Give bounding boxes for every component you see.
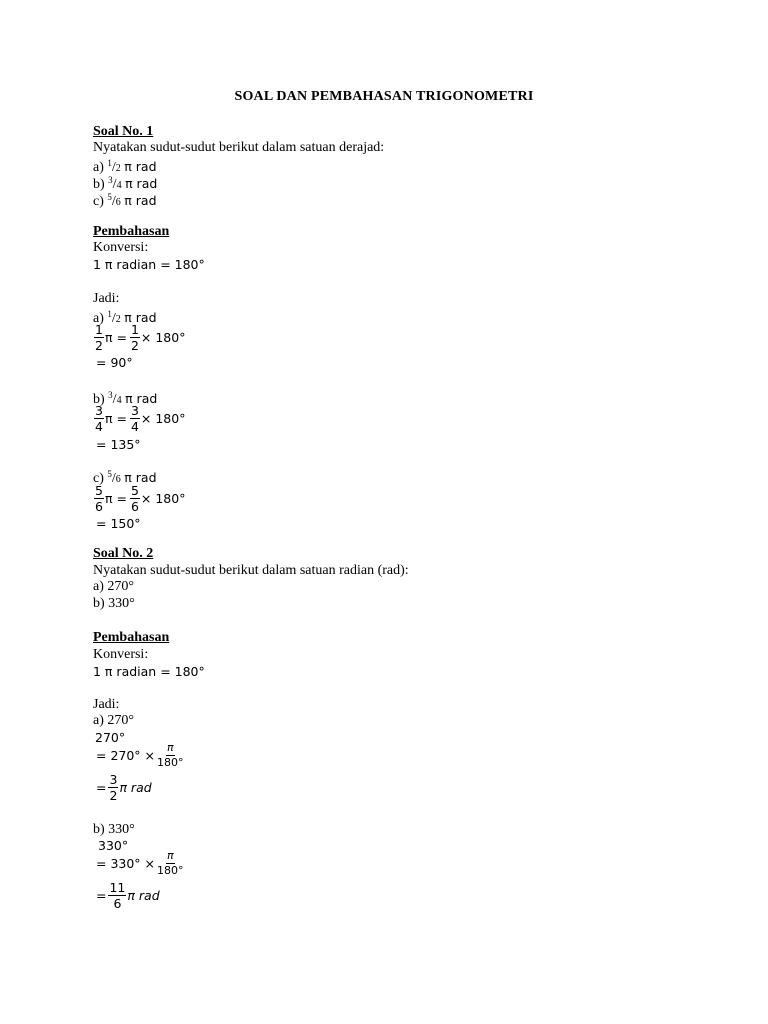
soal2-konversi-formula: 1 π radian = 180° [93,664,205,679]
soal1-item-c: c) $^5$/6 π rad [93,192,157,209]
soal2-solution-b-label: b) 330° [93,822,135,837]
soal1-solution-b-equation: $\frac{3}{4}$ π = $\frac{3}{4}$ × 180° [95,403,186,434]
soal2-jadi-label: Jadi: [93,697,120,712]
soal1-solution-c-result: = 150° [96,516,141,531]
soal1-item-b: b) $^3$/4 π rad [93,175,158,192]
soal1-solution-b-label: b) $^3$/4 π rad [93,390,158,407]
soal2-question: Nyatakan sudut-sudut berikut dalam satuan radian (rad): [93,563,409,578]
soal1-pembahasan-heading: Pembahasan [93,224,170,239]
soal1-item-a: a) $^1$/2 π rad [93,158,157,175]
soal1-solution-a-result: = 90° [96,355,133,370]
soal2-item-b: b) 330° [93,596,135,611]
soal2-solution-a-result: = $\frac{3}{2}$ π rad [96,772,152,803]
soal1-solution-b-result: = 135° [96,437,141,452]
soal1-jadi-label: Jadi: [93,291,120,306]
soal1-solution-c-label: c) $^5$/6 π rad [93,469,157,486]
soal2-konversi-label: Konversi: [93,647,149,662]
soal2-solution-a-label: a) 270° [93,713,134,728]
soal2-pembahasan-heading: Pembahasan [93,630,170,645]
soal2-solution-a-step: = 270° × $\frac{\pi}{180^\circ}$ [96,741,184,769]
document-title: SOAL DAN PEMBAHASAN TRIGONOMETRI [234,89,534,104]
soal2-solution-b-result: = $\frac{11}{6}$ π rad [96,880,160,911]
soal1-question: Nyatakan sudut-sudut berikut dalam satuan derajad: [93,140,385,155]
soal2-solution-b-line1: 330° [98,838,129,853]
soal1-heading: Soal No. 1 [93,124,154,139]
soal2-solution-a-line1: 270° [95,730,126,745]
soal1-solution-c-equation: $\frac{5}{6}$ π = $\frac{5}{6}$ × 180° [95,483,186,514]
soal1-konversi-label: Konversi: [93,240,149,255]
soal1-konversi-formula: 1 π radian = 180° [93,257,205,272]
soal2-heading: Soal No. 2 [93,546,154,561]
soal2-solution-b-step: = 330° × $\frac{\pi}{180^\circ}$ [96,849,184,877]
soal1-solution-a-label: a) $^1$/2 π rad [93,309,157,326]
soal2-item-a: a) 270° [93,579,134,594]
soal1-solution-a-equation: $\frac{1}{2}$ π = $\frac{1}{2}$ × 180° [95,322,186,353]
